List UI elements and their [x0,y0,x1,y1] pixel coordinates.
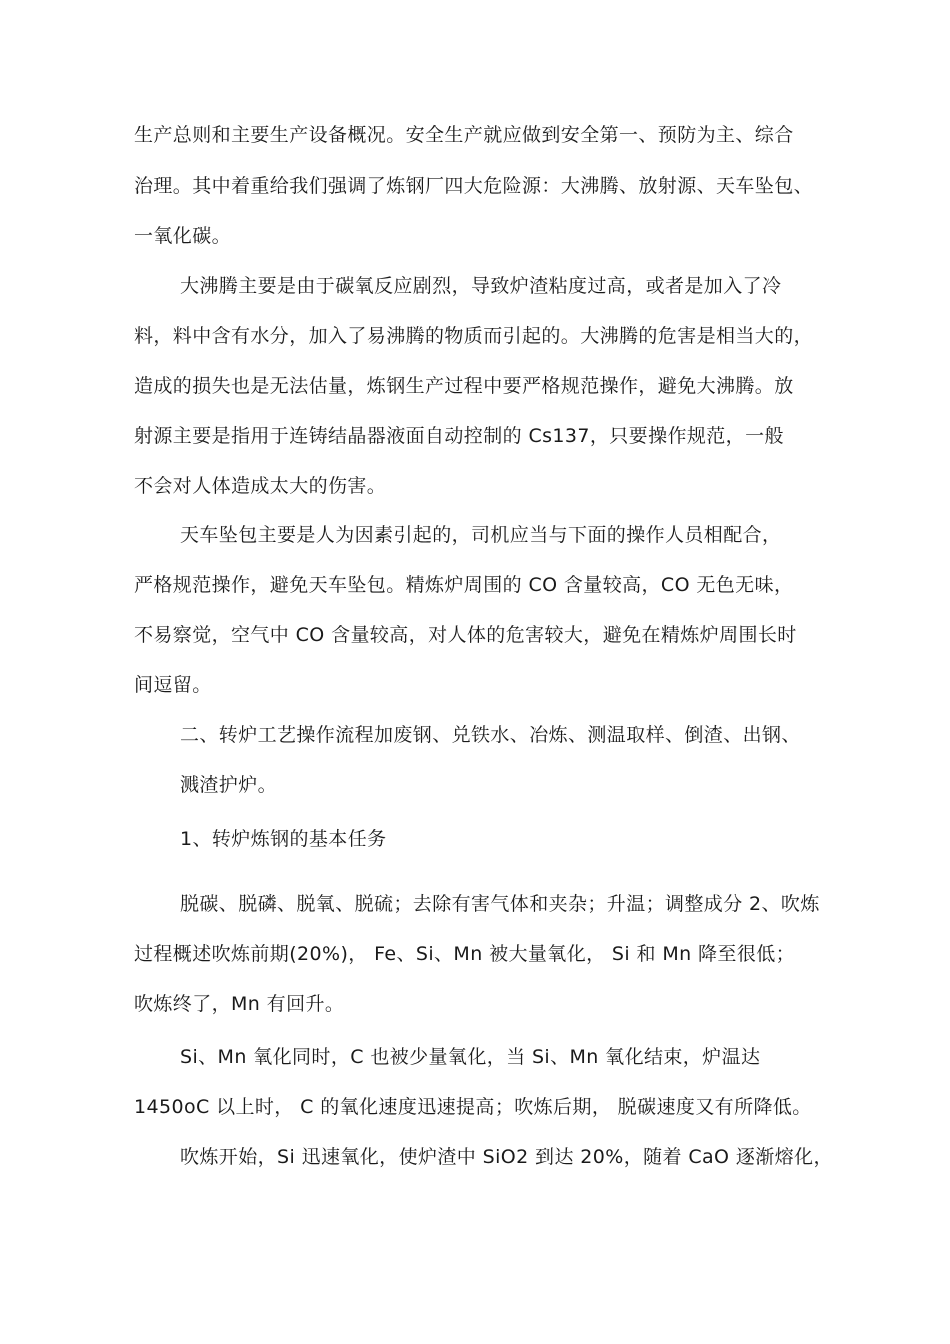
text-line: 造成的损失也是无法估量，炼钢生产过程中要严格规范操作，避免大沸腾。放 [134,375,794,397]
text-line: 吹炼终了，Mn 有回升。 [134,993,345,1015]
text-line: 间逗留。 [134,674,212,696]
text-line: 1450oC 以上时， C 的氧化速度迅速提高；吹炼后期， 脱碳速度又有所降低。 [134,1096,812,1118]
text-line: 天车坠包主要是人为因素引起的，司机应当与下面的操作人员相配合， [180,524,782,546]
text-line: 脱碳、脱磷、脱氧、脱硫；去除有害气体和夹杂；升温；调整成分 2、吹炼 [180,893,820,915]
text-line: 一氧化碳。 [134,225,232,247]
text-line: 大沸腾主要是由于碳氧反应剧烈，导致炉渣粘度过高，或者是加入了冷 [180,275,782,297]
text-line: 不易察觉，空气中 CO 含量较高，对人体的危害较大，避免在精炼炉周围长时 [134,624,797,646]
section-heading: 1、转炉炼钢的基本任务 [180,828,387,850]
text-line: 溅渣护炉。 [180,774,278,796]
text-line: 射源主要是指用于连铸结晶器液面自动控制的 Cs137，只要操作规范，一般 [134,425,784,447]
text-line: 料，料中含有水分，加入了易沸腾的物质而引起的。大沸腾的危害是相当大的， [134,325,814,347]
text-line: 严格规范操作，避免天车坠包。精炼炉周围的 CO 含量较高，CO 无色无味， [134,574,794,596]
text-line: 二、转炉工艺操作流程加废钢、兑铁水、冶炼、测温取样、倒渣、出钢、 [180,724,801,746]
text-line: 吹炼开始，Si 迅速氧化，使炉渣中 SiO2 到达 20%，随着 CaO 逐渐熔化， [180,1146,833,1168]
text-line: 治理。其中着重给我们强调了炼钢厂四大危险源：大沸腾、放射源、天车坠包、 [134,175,814,197]
text-line: 过程概述吹炼前期(20%)， Fe、Si、Mn 被大量氧化， Si 和 Mn 降至很低； [134,943,796,965]
text-line: 生产总则和主要生产设备概况。安全生产就应做到安全第一、预防为主、综合 [134,124,794,146]
text-line: Si、Mn 氧化同时，C 也被少量氧化，当 Si、Mn 氧化结束，炉温达 [180,1046,761,1068]
text-line: 不会对人体造成太大的伤害。 [134,475,387,497]
